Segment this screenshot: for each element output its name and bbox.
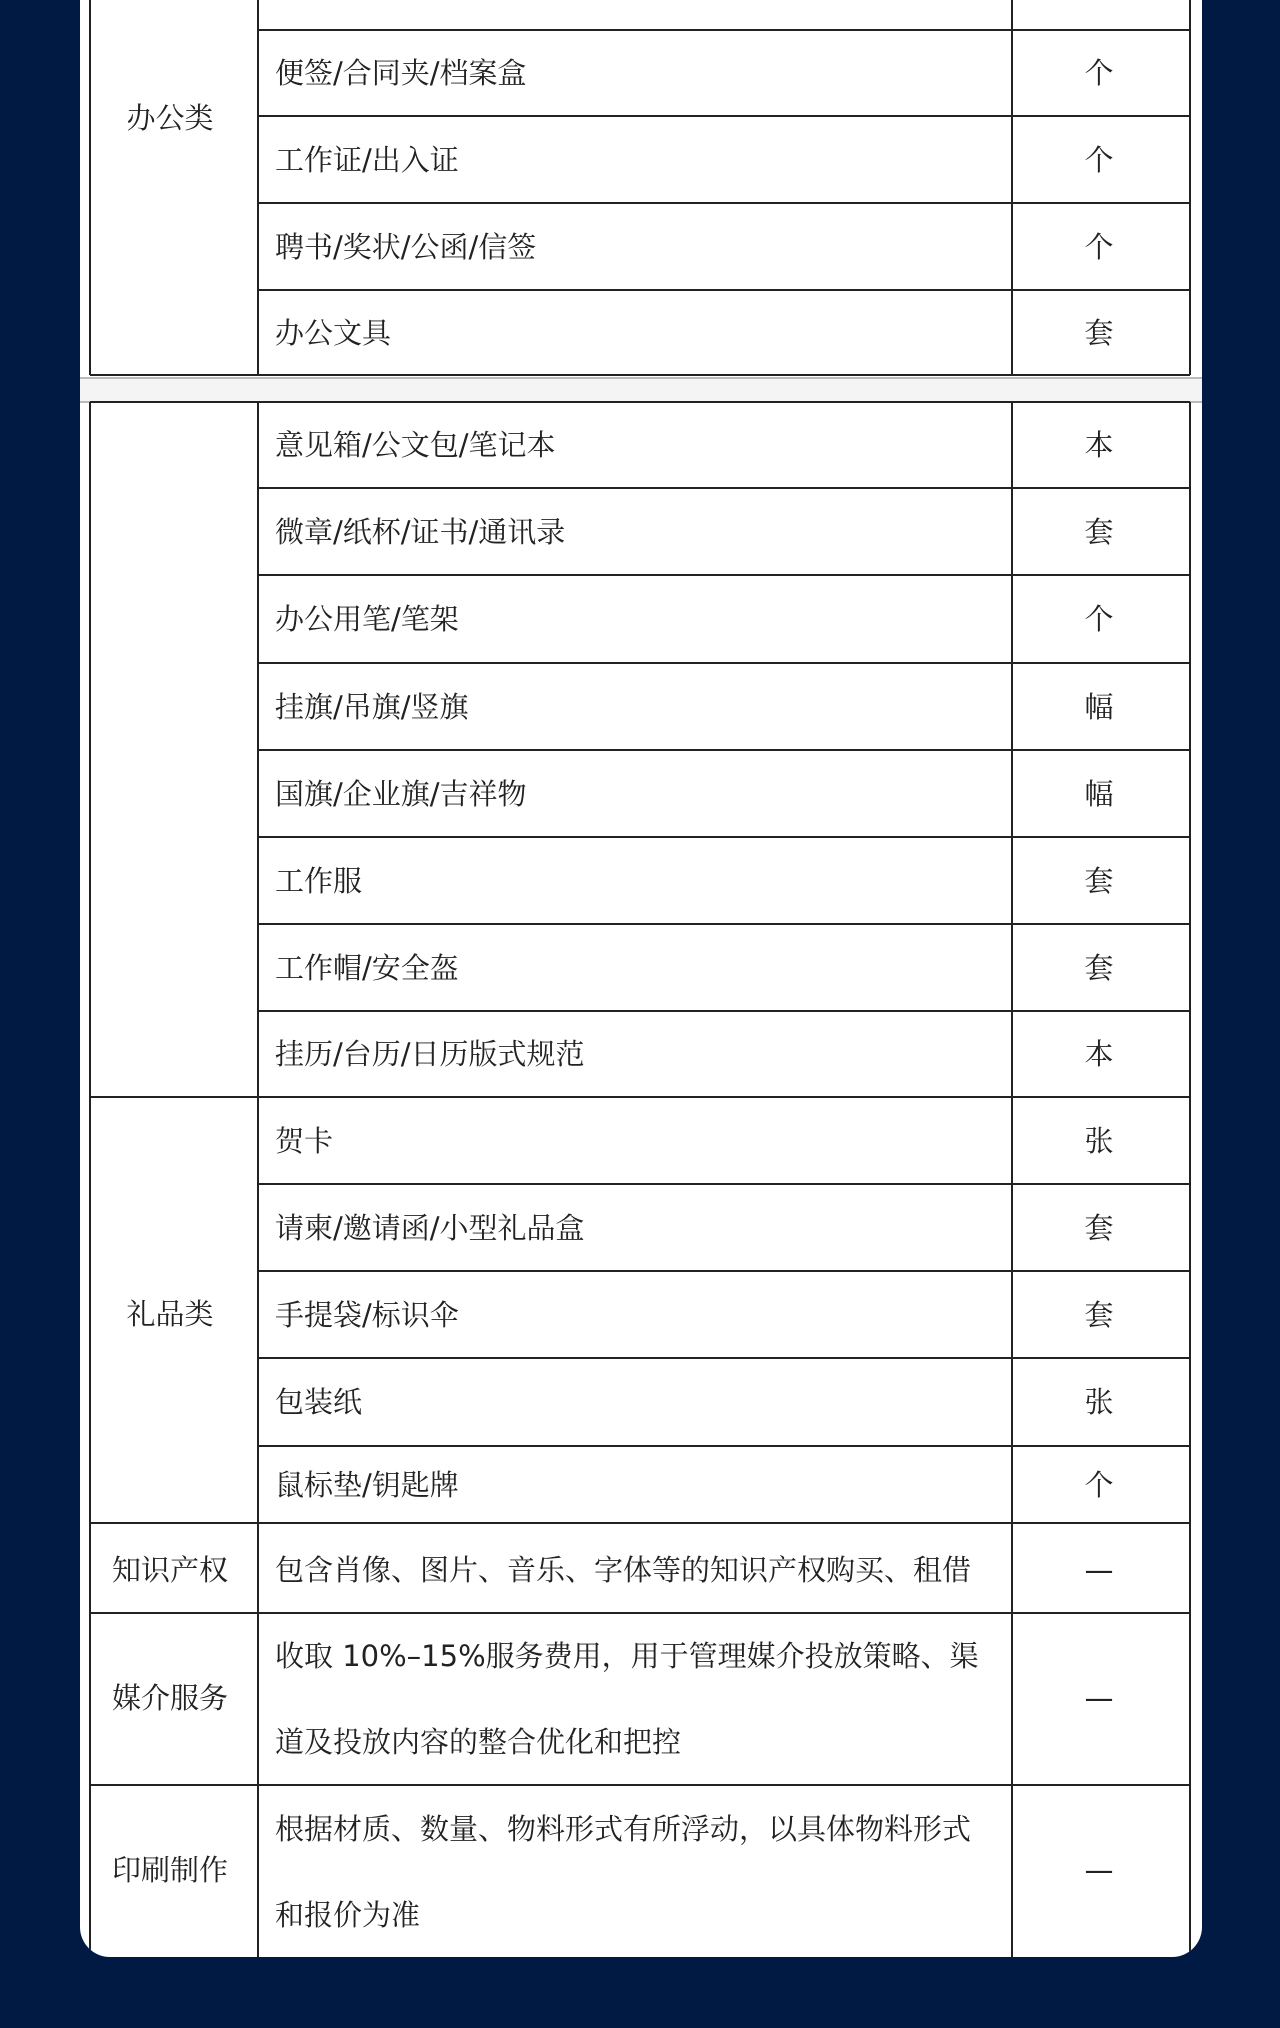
item-name: 聘书/奖状/公函/信签 — [275, 229, 537, 264]
table-rule — [258, 115, 1190, 117]
unit-cell: 个 — [1084, 56, 1114, 90]
unit-cell: 张 — [1084, 1385, 1114, 1419]
page-break-band — [80, 377, 1202, 403]
table-rule — [257, 402, 259, 1523]
table-rule — [90, 1612, 1190, 1614]
category-label: 知识产权 — [111, 1553, 228, 1587]
price-table-card — [80, 0, 1202, 1957]
item-name: 贺卡 — [275, 1123, 334, 1158]
unit-cell: 套 — [1084, 315, 1114, 350]
item-description: 收取 10%–15%服务费用，用于管理媒介投放策略、渠 — [275, 1639, 979, 1673]
unit-cell: 个 — [1084, 142, 1114, 177]
item-name: 微章/纸杯/证书/通讯录 — [275, 514, 566, 549]
item-name: 挂历/台历/日历版式规范 — [275, 1037, 585, 1071]
table-rule — [258, 202, 1190, 204]
item-name: 办公文具 — [275, 315, 392, 350]
unit-cell: 套 — [1084, 950, 1114, 985]
item-description: 包含肖像、图片、音乐、字体等的知识产权购买、租借 — [275, 1553, 972, 1587]
table-rule — [258, 487, 1190, 489]
table-rule — [258, 1445, 1190, 1447]
unit-cell: 个 — [1084, 1467, 1114, 1502]
table-rule — [1189, 0, 1191, 375]
table-rule — [89, 0, 91, 375]
category-label: 办公类 — [126, 101, 214, 135]
item-name: 工作服 — [275, 863, 363, 898]
table-rule — [258, 749, 1190, 751]
table-rule — [258, 662, 1190, 664]
item-description: 道及投放内容的整合优化和把控 — [275, 1725, 682, 1759]
table-rule — [258, 923, 1190, 925]
unit-cell: 张 — [1084, 1123, 1114, 1158]
table-rule — [258, 289, 1190, 291]
item-name: 挂旗/吊旗/竖旗 — [275, 689, 469, 724]
unit-cell: — — [1084, 1681, 1114, 1715]
unit-cell: 幅 — [1084, 689, 1114, 724]
item-name: 办公用笔/笔架 — [275, 602, 459, 636]
unit-cell: 个 — [1084, 229, 1114, 264]
table-rule — [1189, 1523, 1191, 1957]
item-name: 包装纸 — [275, 1385, 363, 1419]
table-rule — [1011, 0, 1013, 375]
table-rule — [258, 1270, 1190, 1272]
table-rule — [258, 1183, 1190, 1185]
item-name: 工作证/出入证 — [275, 142, 459, 177]
unit-cell: 幅 — [1084, 776, 1114, 811]
unit-cell: — — [1084, 1853, 1114, 1887]
table-rule — [258, 574, 1190, 576]
category-label: 印刷制作 — [111, 1853, 228, 1887]
unit-cell: — — [1084, 1553, 1114, 1587]
table-rule — [257, 0, 259, 375]
table-rule — [1011, 402, 1013, 1523]
item-name: 便签/合同夹/档案盒 — [275, 56, 527, 90]
table-rule — [258, 29, 1190, 31]
table-rule — [90, 1784, 1190, 1786]
category-label: 礼品类 — [126, 1297, 214, 1331]
table-rule — [257, 1523, 259, 1957]
table-rule — [1189, 402, 1191, 1523]
unit-cell: 套 — [1084, 514, 1114, 549]
table-rule — [258, 1357, 1190, 1359]
table-rule — [258, 836, 1190, 838]
item-name: 意见箱/公文包/笔记本 — [275, 428, 556, 462]
table-rule — [258, 1010, 1190, 1012]
unit-cell: 个 — [1084, 602, 1114, 636]
item-name: 手提袋/标识伞 — [275, 1297, 459, 1332]
category-label: 媒介服务 — [111, 1681, 228, 1715]
table-rule — [90, 1096, 1190, 1098]
table-rule — [89, 402, 91, 1523]
item-name: 请柬/邀请函/小型礼品盒 — [275, 1210, 585, 1245]
unit-cell: 套 — [1084, 1297, 1114, 1332]
table-rule — [1011, 1523, 1013, 1957]
item-description: 和报价为准 — [275, 1898, 421, 1932]
item-name: 工作帽/安全盔 — [275, 950, 459, 985]
item-description: 根据材质、数量、物料形式有所浮动，以具体物料形式 — [275, 1812, 972, 1846]
item-name: 鼠标垫/钥匙牌 — [275, 1467, 459, 1502]
table-rule — [90, 1522, 1190, 1524]
unit-cell: 套 — [1084, 863, 1114, 898]
unit-cell: 本 — [1084, 1037, 1114, 1071]
item-name: 国旗/企业旗/吉祥物 — [275, 776, 527, 811]
table-rule — [90, 401, 1190, 403]
unit-cell: 套 — [1084, 1210, 1114, 1245]
table-rule — [90, 374, 1190, 376]
unit-cell: 本 — [1084, 428, 1114, 462]
